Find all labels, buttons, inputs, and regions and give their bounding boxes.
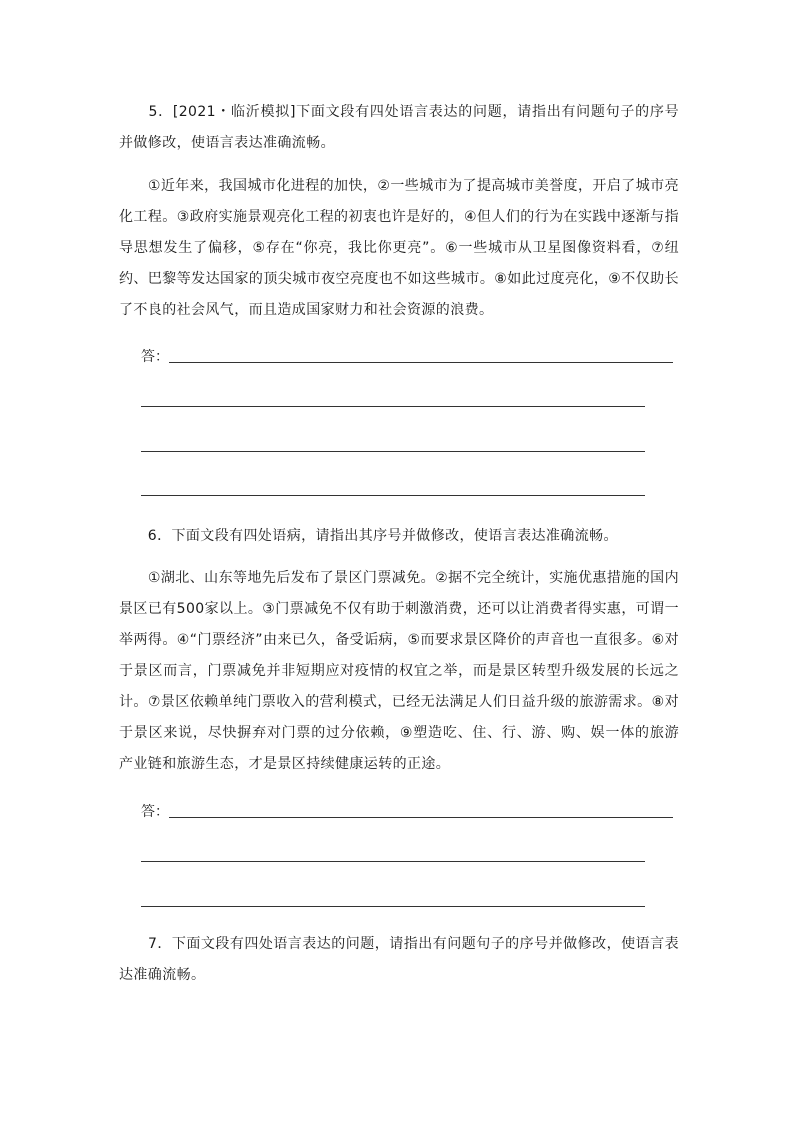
question-5-answer-label: 答： <box>141 349 169 365</box>
question-6-answer-line-1[interactable] <box>169 817 673 818</box>
question-5-answer-line-2[interactable] <box>141 406 645 407</box>
question-6-answer-label: 答： <box>141 804 169 820</box>
question-6-passage-text: ①湖北、山东等地先后发布了景区门票减免。②据不完全统计，实施优惠措施的国内景区已有500家以上。③门票减免不仅有助于刺激消费，还可以让消费者得实惠，可谓一举两得。④“门票经济”由来已久，备受诟病，⑤而要求景区降价的声音也一直很多。⑥对于景区而言，门票减免并非短期应对疫情的权宜之举，而是景区转型升级发展的长远之计。⑦景区依赖单纯门票收入的营利模式，已经无法满足人们日益升级的旅游需求。⑧对于景区来说，尽快摒弃对门票的过分依赖，⑨塑造吃、住、行、游、购、娱一体的旅游产业链和旅游生态，才是景区持续健康运转的正途。 <box>119 570 679 772</box>
question-6-answer-line-2[interactable] <box>141 861 645 862</box>
question-6-answer-line-3[interactable] <box>141 906 645 907</box>
question-5-passage-text: ①近年来，我国城市化进程的加快，②一些城市为了提高城市美誉度，开启了城市亮化工程。③政府实施景观亮化工程的初衷也许是好的，④但人们的行为在实践中逐渐与指导思想发生了偏移，⑤存在“你亮，我比你更亮”。⑥一些城市从卫星图像资料看，⑦纽约、巴黎等发达国家的顶尖城市夜空亮度也不如这些城市。⑧如此过度亮化，⑨不仅助长了不良的社会风气，而且造成国家财力和社会资源的浪费。 <box>119 178 679 318</box>
question-5-passage <box>119 171 679 326</box>
question-5-answer-line-1[interactable] <box>169 362 673 363</box>
question-5-prompt: 5．[2021・临沂模拟]下面文段有四处语言表达的问题，请指出有问题句子的序号并做修改，使语言表达准确流畅。 <box>119 104 679 151</box>
question-5-answer-line-4[interactable] <box>141 495 645 496</box>
question-7-prompt: 7．下面文段有四处语言表达的问题，请指出有问题句子的序号并做修改，使语言表达准确流畅。 <box>119 936 679 983</box>
question-6-prompt: 6．下面文段有四处语病，请指出其序号并做修改，使语言表达准确流畅。 <box>119 528 618 544</box>
question-6-passage <box>119 563 679 780</box>
question-5-answer-line-3[interactable] <box>141 451 645 452</box>
